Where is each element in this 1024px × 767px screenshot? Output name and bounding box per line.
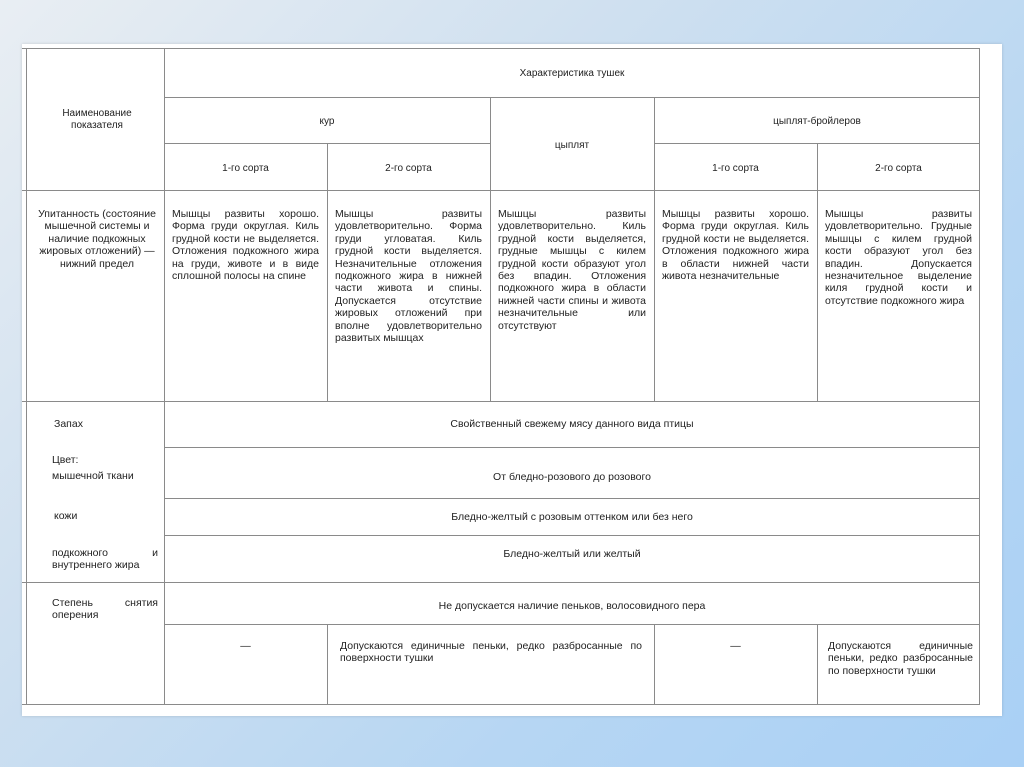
cell-fatness-chicken-grade-2: Мышцы развиты удовлетворительно. Форма груди угловатая. Киль грудной кости выделяется. Незначительные отложения подкожного жира в нижней части живота и спины. Допускается отсутствие жировых отложений при вполне удовлетворительно развитых мышцах xyxy=(335,208,482,345)
header-carcass-characteristics: Характеристика тушек xyxy=(519,68,625,79)
cell-fatness-chick: Мышцы развиты удовлетворительно. Киль грудной кости выделяется, грудные мышцы с килем грудной кости образуют угол без впадин. Отложения подкожного жира в области нижней части спины и живота незначительные или отсутствуют xyxy=(498,208,646,332)
rule xyxy=(164,97,980,98)
cell-plumage-grade-2-chick: Допускаются единичные пеньки, редко разбросанные по поверхности тушки xyxy=(340,640,642,665)
cell-plumage-broiler-grade-2: Допускаются единичные пеньки, редко разбросанные по поверхности тушки xyxy=(828,640,973,677)
rule xyxy=(164,624,980,625)
row-label-fat: подкожного и внутреннего жира xyxy=(52,547,158,572)
cell-smell-value: Свойственный свежему мясу данного вида птицы xyxy=(450,418,694,430)
grading-table xyxy=(22,44,1002,716)
rule xyxy=(817,143,818,401)
table-border-bottom xyxy=(22,704,980,705)
rule xyxy=(164,498,980,499)
rule xyxy=(22,582,980,583)
rule xyxy=(164,447,980,448)
row-label-smell: Запах xyxy=(54,418,83,430)
cell-skin-color: Бледно-желтый с розовым оттенком или без него xyxy=(451,511,693,523)
header-indicator-name: Наименование показателя xyxy=(62,108,132,132)
row-label-plumage: Степень снятия оперения xyxy=(52,597,158,622)
rule xyxy=(327,143,328,401)
header-chick: цыплят xyxy=(554,140,590,151)
row-label-skin: кожи xyxy=(54,510,78,522)
header-chicken-grade-2: 2-го сорта xyxy=(385,163,432,174)
rule xyxy=(817,624,818,704)
cell-plumage-broiler-grade-1: — xyxy=(730,640,741,652)
rule xyxy=(654,97,655,401)
rule xyxy=(22,401,980,402)
cell-plumage-chicken-grade-1: — xyxy=(240,640,251,652)
cell-fat-color: Бледно-желтый или желтый xyxy=(503,548,641,560)
rule xyxy=(164,535,980,536)
table-border-left xyxy=(26,48,27,704)
header-broiler: цыплят-бройлеров xyxy=(773,116,861,127)
cell-muscle-color: От бледно-розового до розового xyxy=(493,471,651,483)
table-border-top xyxy=(22,48,980,49)
cell-fatness-chicken-grade-1: Мышцы развиты хорошо. Форма груди округлая. Киль грудной кости не выделяется. Отложения подкожного жира на груди, животе и в виде сплошной полосы на спине xyxy=(172,208,319,283)
header-broiler-grade-1: 1-го сорта xyxy=(712,163,759,174)
row-label-fatness: Упитанность (состояние мышечной системы и наличие подкожных жировых отложений) — нижний предел xyxy=(38,208,156,270)
rule xyxy=(22,190,980,191)
row-label-color: Цвет: xyxy=(52,454,79,466)
header-broiler-grade-2: 2-го сорта xyxy=(875,163,922,174)
cell-plumage-all: Не допускается наличие пеньков, волосовидного пера xyxy=(438,600,706,612)
header-chicken: кур xyxy=(319,116,335,127)
cell-fatness-broiler-grade-2: Мышцы развиты удовлетворительно. Грудные мышцы с килем грудной кости образуют угол без впадин. Допускается незначительное выделение киля грудной кости и отсутствие подкожного жира xyxy=(825,208,972,307)
rule xyxy=(654,624,655,704)
cell-fatness-broiler-grade-1: Мышцы развиты хорошо. Форма груди округлая. Киль грудной кости не выделяется. Отложения подкожного жира в области нижней части живота незначительные xyxy=(662,208,809,283)
rule xyxy=(327,624,328,704)
row-label-muscle: мышечной ткани xyxy=(52,470,134,482)
document-page xyxy=(22,44,1002,716)
header-chicken-grade-1: 1-го сорта xyxy=(222,163,269,174)
